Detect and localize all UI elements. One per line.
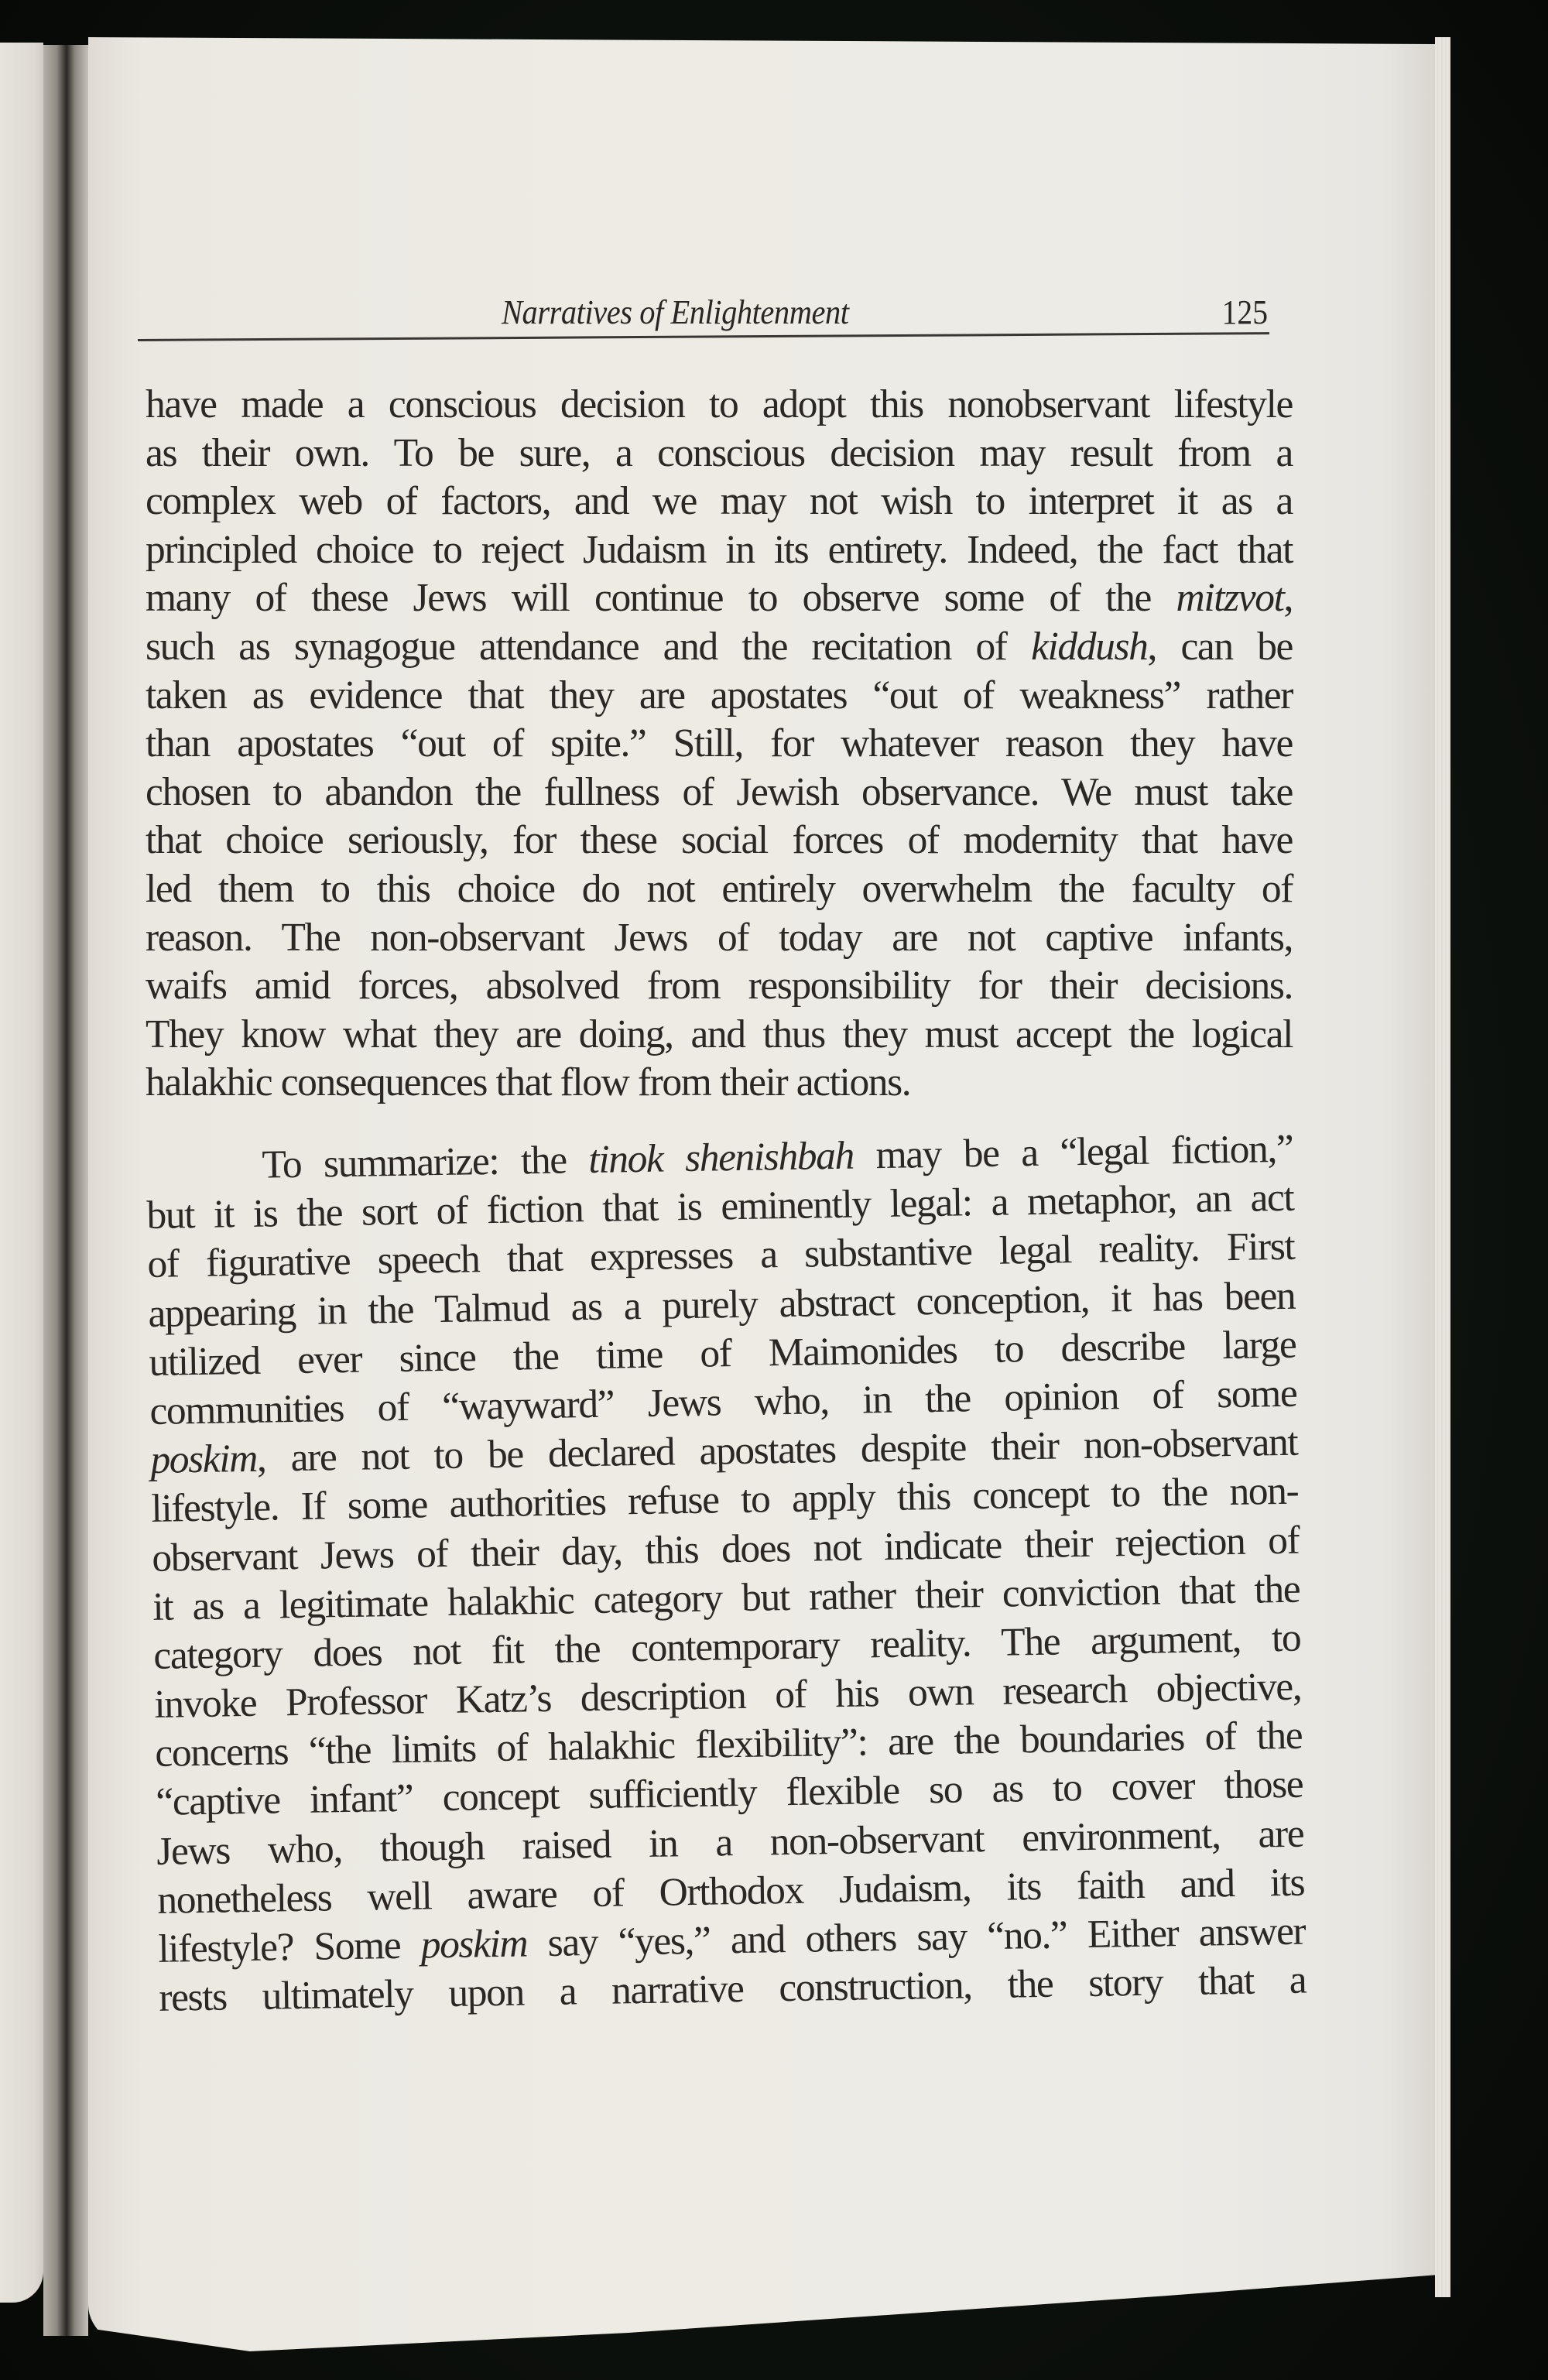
text-run: , (1283, 576, 1293, 621)
text-run: category does not fit the contemporary reality. The argument, to (152, 1615, 1301, 1678)
text-run: have made a conscious decision to adopt this nonobservant lifestyle (146, 382, 1293, 426)
text-line (146, 962, 1293, 1011)
text-line (146, 720, 1293, 769)
text-line (146, 1059, 1293, 1108)
text-run: concerns “the limits of halakhic flexibility”: are the boundaries of the (154, 1713, 1303, 1776)
text-run: waifs amid forces, absolved from responsibility for their decisions. (146, 964, 1293, 1009)
text-run: say “yes,” and others say “no.” Either answer (526, 1909, 1306, 1966)
book-gutter (43, 45, 88, 2336)
text-run: communities of “wayward” Jews who, in the opinion of some (149, 1371, 1297, 1433)
text-run: invoke Professor Katz’s description of his own research objective, (153, 1664, 1302, 1727)
facing-page-edge (0, 43, 43, 2303)
text-run: lifestyle. If some authorities refuse to apply this concept to the non- (150, 1468, 1299, 1532)
text-line (146, 769, 1293, 817)
text-line (146, 817, 1293, 865)
text-run: lifestyle? Some (157, 1923, 422, 1971)
text-run: rests ultimately upon a narrative construction, the story that a (158, 1957, 1307, 2020)
text-run: , are not to be declared apostates despite their non-observant (256, 1419, 1298, 1481)
text-run: taken as evidence that they are apostates “out of weakness” rather (146, 673, 1293, 717)
text-line (146, 1011, 1293, 1060)
text-run: observant Jews of their day, this does not indicate their rejection of (151, 1518, 1300, 1580)
text-run: of figurative speech that expresses a substantive legal reality. First (147, 1224, 1295, 1287)
running-head (138, 293, 1268, 336)
text-line (146, 430, 1293, 478)
paragraph (146, 381, 1293, 1108)
italic-term: kiddush (1031, 624, 1148, 669)
text-line (146, 865, 1293, 914)
running-head-title: Narratives of Enlightenment (502, 293, 849, 331)
italic-term: mitzvot (1176, 576, 1284, 621)
text-run: many of these Jews will continue to observe some of the (146, 576, 1176, 621)
text-run: as their own. To be sure, a conscious decision may result from a (146, 430, 1293, 475)
text-run: chosen to abandon the fullness of Jewish observance. We must take (146, 769, 1293, 814)
text-run: , can be (1147, 624, 1293, 669)
text-run: than apostates “out of spite.” Still, for whatever reason they have (146, 721, 1293, 766)
text-run: nonetheless well aware of Orthodox Judaism, its faith and its (156, 1860, 1305, 1923)
text-run: principled choice to reject Judaism in its entirety. Indeed, the fact that (146, 527, 1293, 572)
paragraph (146, 1125, 1307, 2024)
text-line (146, 478, 1293, 526)
text-line (146, 381, 1293, 430)
text-run: complex web of factors, and we may not wish to interpret it as a (146, 479, 1293, 524)
text-run: may be a “legal fiction,” (853, 1126, 1293, 1178)
text-line (146, 672, 1293, 721)
text-line (146, 914, 1293, 963)
text-run: appearing in the Talmud as a purely abstract conception, it has been (148, 1273, 1296, 1336)
text-run: reason. The non-observant Jews of today are not captive infants, (146, 915, 1293, 960)
text-run: halakhic consequences that flow from their actions. (146, 1060, 911, 1105)
italic-term: poskim (149, 1436, 258, 1482)
text-run: utilized ever since the time of Maimonides to describe large (149, 1322, 1296, 1385)
text-run: but it is the sort of fiction that is eminently legal: a metaphor, an act (146, 1175, 1294, 1238)
text-run: “captive infant” concept sufficiently flexible so as to cover those (155, 1762, 1303, 1825)
text-run: such as synagogue attendance and the recitation of (146, 624, 1032, 669)
text-run: They know what they are doing, and thus they must accept the logical (146, 1012, 1293, 1056)
page-number: 125 (1221, 293, 1268, 331)
page-stack-edges (1435, 37, 1450, 2297)
text-run: it as a legitimate halakhic category but rather their conviction that the (152, 1567, 1300, 1629)
text-line (146, 526, 1293, 575)
text-run: Jews who, though raised in a non-observant environment, are (156, 1811, 1304, 1874)
body-text (146, 381, 1307, 2023)
italic-term: tinok shenishbah (587, 1133, 854, 1182)
text-run: To summarize: the (262, 1137, 589, 1187)
text-line (146, 574, 1293, 623)
text-run: led them to this choice do not entirely overwhelm the faculty of (146, 866, 1293, 911)
italic-term: poskim (420, 1921, 528, 1967)
text-run: that choice seriously, for these social forces of modernity that have (146, 818, 1293, 863)
text-line (146, 623, 1293, 672)
